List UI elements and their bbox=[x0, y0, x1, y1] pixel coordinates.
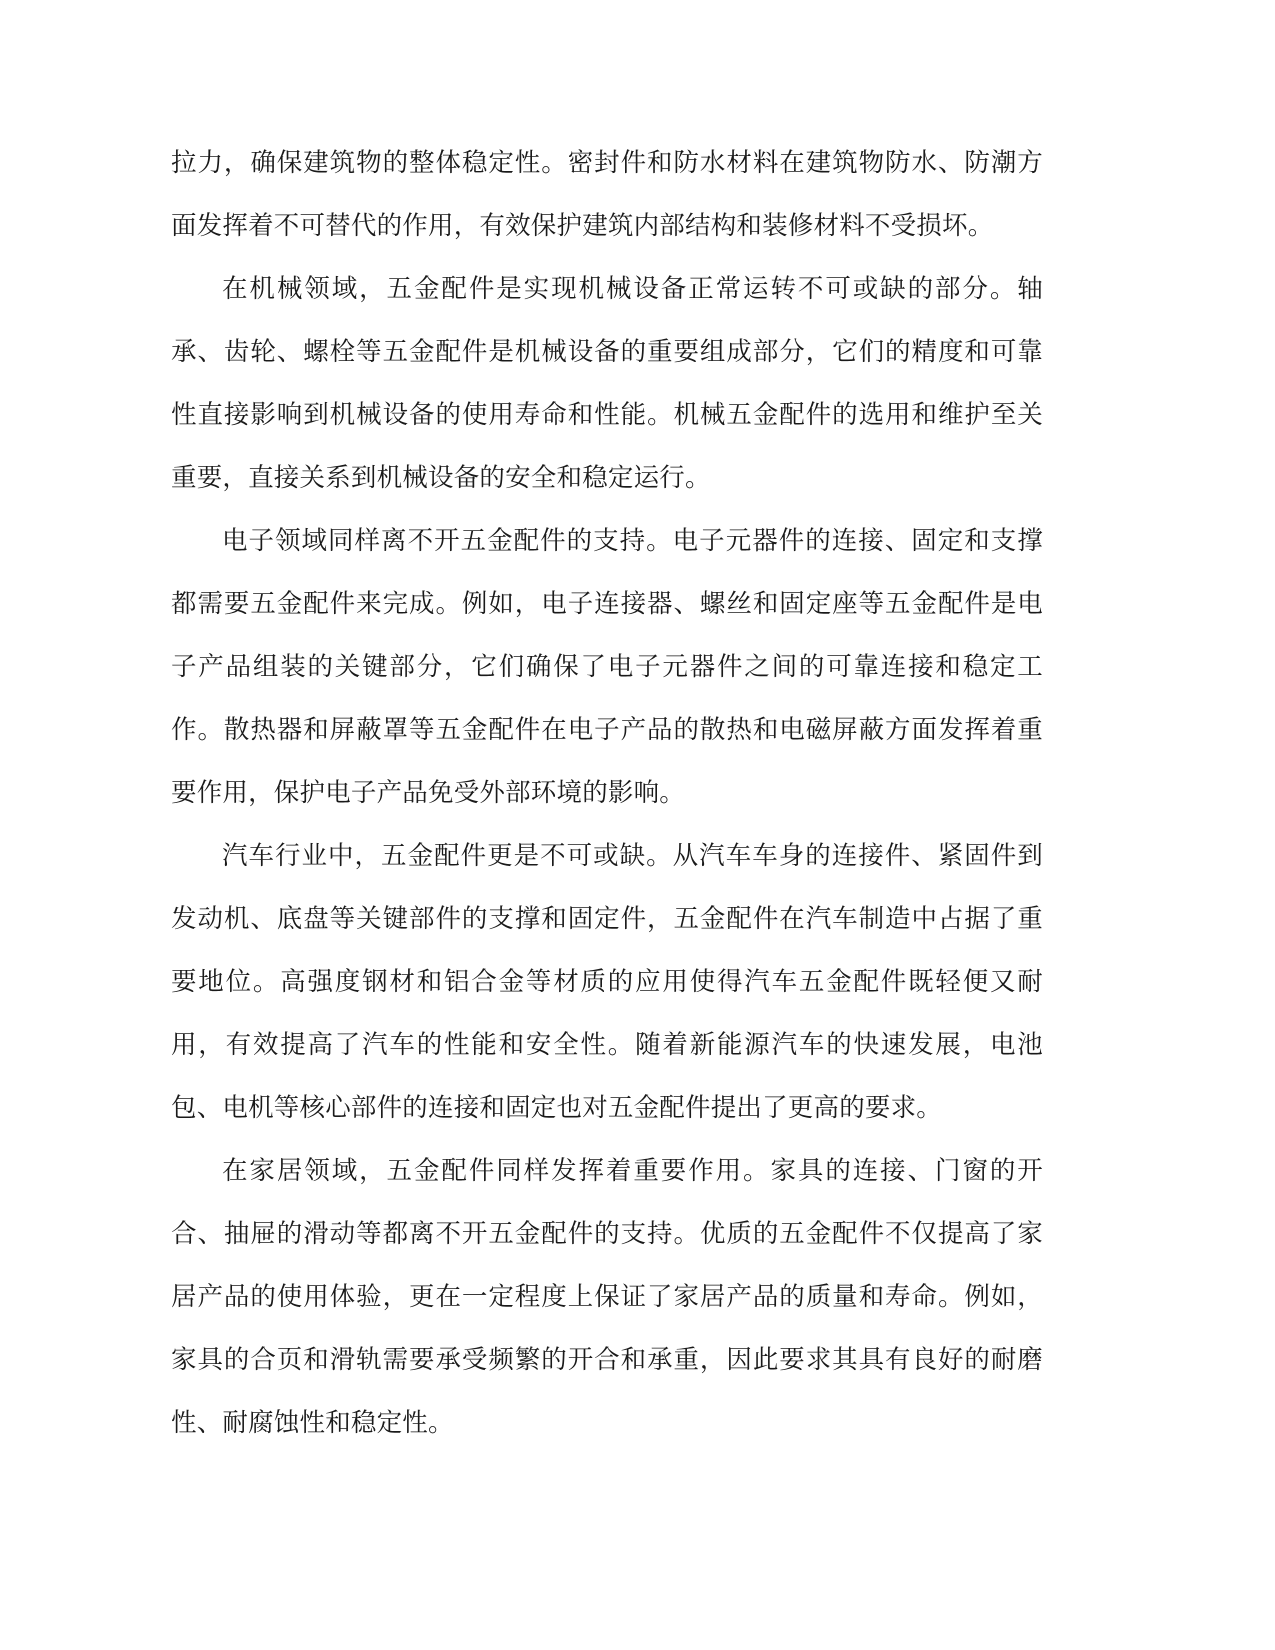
paragraph-3: 电子领域同样离不开五金配件的支持。电子元器件的连接、固定和支撑都需要五金配件来完成。例如，电子连接器、螺丝和固定座等五金配件是电子产品组装的关键部分，它们确保了电子元器件之间的可靠连接和稳定工作。散热器和屏蔽罩等五金配件在电子产品的散热和电磁屏蔽方面发挥着重要作用，保护电子产品免受外部环境的影响。 bbox=[171, 526, 1043, 808]
paragraph-4: 汽车行业中，五金配件更是不可或缺。从汽车车身的连接件、紧固件到发动机、底盘等关键部件的支撑和固定件，五金配件在汽车制造中占据了重要地位。高强度钢材和铝合金等材质的应用使得汽车五金配件既轻便又耐用，有效提高了汽车的性能和安全性。随着新能源汽车的快速发展，电池包、电机等核心部件的连接和固定也对五金配件提出了更高的要求。 bbox=[171, 841, 1043, 1123]
paragraph-5: 在家居领域，五金配件同样发挥着重要作用。家具的连接、门窗的开合、抽屉的滑动等都离不开五金配件的支持。优质的五金配件不仅提高了家居产品的使用体验，更在一定程度上保证了家居产品的质量和寿命。例如，家具的合页和滑轨需要承受频繁的开合和承重，因此要求其具有良好的耐磨性、耐腐蚀性和稳定性。 bbox=[171, 1156, 1043, 1438]
paragraph-1: 拉力，确保建筑物的整体稳定性。密封件和防水材料在建筑物防水、防潮方面发挥着不可替代的作用，有效保护建筑内部结构和装修材料不受损坏。 bbox=[171, 148, 1043, 241]
document-body bbox=[171, 132, 1043, 1455]
paragraph-2: 在机械领域，五金配件是实现机械设备正常运转不可或缺的部分。轴承、齿轮、螺栓等五金配件是机械设备的重要组成部分，它们的精度和可靠性直接影响到机械设备的使用寿命和性能。机械五金配件的选用和维护至关重要，直接关系到机械设备的安全和稳定运行。 bbox=[171, 274, 1043, 493]
